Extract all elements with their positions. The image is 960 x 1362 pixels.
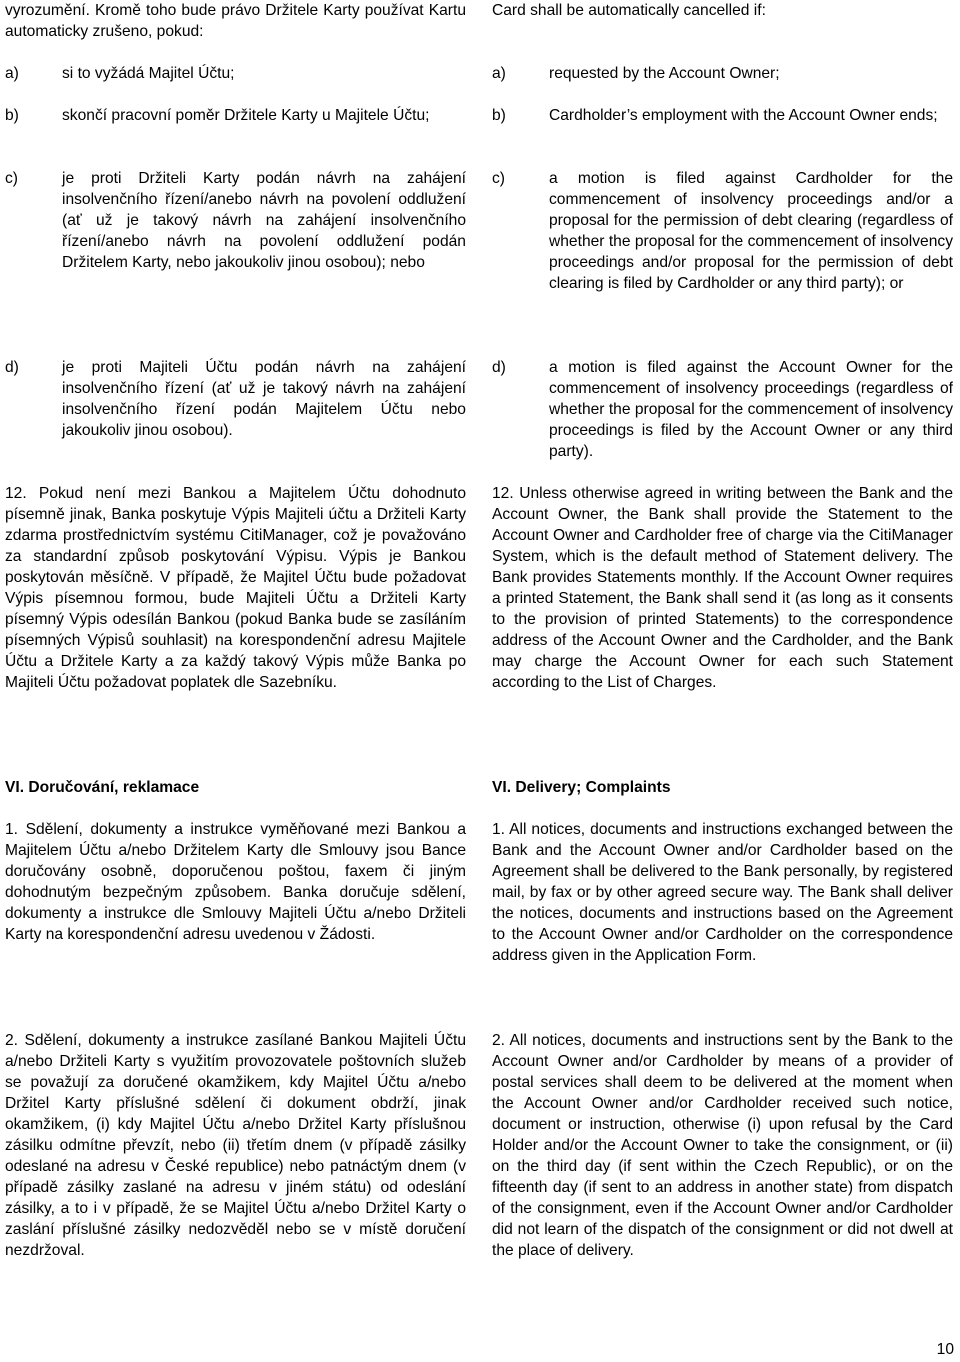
cz-item-b-label: b) [5,107,19,124]
cz-item-d-text: je proti Majiteli Účtu podán návrh na zahájení insolvenčního řízení (ať už je takový návrh na zahájení insolvenčního řízení podán Majitelem Účtu nebo jakoukoliv jinou osobou). [62,359,466,439]
en-item-d-label: d) [492,359,506,376]
en-section-heading: VI. Delivery; Complaints [492,779,671,796]
cz-item-a-text: si to vyžádá Majitel Účtu; [62,65,235,82]
cz-item-b [5,105,466,126]
en-item-c [492,168,953,294]
cz-item-c-text: je proti Držiteli Karty podán návrh na zahájení insolvenčního řízení/anebo návrh na povolení oddlužení (ať už je takový návrh na zahájení insolvenčního řízení/anebo návrh na povolení oddlužení podán Držitelem Karty, nebo jakoukoliv jinou osobou); nebo [62,170,466,271]
en-item-d-text: a motion is filed against the Account Owner for the commencement of insolvency proceedings (regardless of whether the proposal for the commencement of insolvency proceedings is filed by the Account Owner or any third party). [549,359,953,460]
page-number: 10 [936,1341,954,1358]
en-item-d [492,357,953,462]
en-item-b [492,105,953,126]
cz-item-c-label: c) [5,170,18,187]
en-item-b-text: Cardholder’s employment with the Account Owner ends; [549,107,938,124]
cz-item-d [5,357,466,441]
cz-item-d-label: d) [5,359,19,376]
cz-item-c [5,168,466,273]
cz-intro-paragraph: vyrozumění. Kromě toho bude právo Držitele Karty používat Kartu automaticky zrušeno, pokud: [5,2,466,40]
cz-section-heading: VI. Doručování, reklamace [5,779,200,796]
cz-item-a-label: a) [5,65,19,82]
cz-item-a [5,63,466,84]
en-paragraph-12: 12. Unless otherwise agreed in writing between the Bank and the Account Owner, the Bank shall provide the Statement to the Account Owner and Cardholder free of charge via the CitiManager System, which is the default method of Statement delivery. The Bank provides Statements monthly. If the Account Owner requires a printed Statement, the Bank shall send it (as long as it consents to the provision of printed Statements) to the correspondence address of the Account Owner and the Cardholder, and the Bank may charge the Account Owner for each such Statement according to the List of Charges. [492,485,953,691]
en-item-a [492,63,953,84]
en-item-b-label: b) [492,107,506,124]
cz-item-b-text: skončí pracovní poměr Držitele Karty u Majitele Účtu; [62,107,430,124]
en-paragraph-1: 1. All notices, documents and instructions exchanged between the Bank and the Account Owner and/or Cardholder based on the Agreement shall be delivered to the Bank personally, by registered mail, by fax or by other agreed secure way. The Bank shall deliver the notices, documents and instructions based on the Agreement to the Account Owner and/or Cardholder on the correspondence address given in the Application Form. [492,821,953,964]
en-item-a-label: a) [492,65,506,82]
en-item-c-label: c) [492,170,505,187]
en-intro-paragraph: Card shall be automatically cancelled if: [492,2,766,19]
en-item-a-text: requested by the Account Owner; [549,65,780,82]
cz-paragraph-1: 1. Sdělení, dokumenty a instrukce vyměňované mezi Bankou a Majitelem Účtu a/nebo Držitelem Karty dle Smlouvy jsou Bance doručovány osobně, doporučenou poštou, faxem či jiným dohodnutým bezpečným způsobem. Banka doručuje sdělení, dokumenty a instrukce dle Smlouvy Majiteli Účtu a/nebo Držiteli Karty na korespondenční adresu uvedenou v Žádosti. [5,821,466,943]
cz-paragraph-2: 2. Sdělení, dokumenty a instrukce zasílané Bankou Majiteli Účtu a/nebo Držiteli Karty s využitím provozovatele poštovních služeb se považují za doručené okamžikem, kdy Majitel Účtu a/nebo Držitel Karty příslušné sdělení či dokument obdrží, jinak okamžikem, (i) kdy Majitel Účtu a/nebo Držitel Karty příslušnou zásilku odmítne převzít, nebo (ii) třetím dnem (v případě zásilky odeslané na adresu v České republice) nebo patnáctým dnem (v případě zásilky zaslané na adresu v jiném státu) od odeslání zásilky, a to i v případě, že se Majitel Účtu a/nebo Držitel Karty o zaslání příslušné zásilky nedozvěděl nebo se v místě doručení nezdržoval. [5,1032,466,1259]
cz-paragraph-12: 12. Pokud není mezi Bankou a Majitelem Účtu dohodnuto písemně jinak, Banka poskytuje Výpis Majiteli účtu a Držiteli Karty zdarma prostřednictvím systému CitiManager, což je považováno za standardní způsob poskytování Výpisu. Výpis je Bankou poskytován měsíčně. V případě, že Majitel Účtu bude požadovat Výpis písemnou formou, bude Majiteli Účtu a Držiteli Karty písemný Výpis odesílán Bankou (pokud Banka bude se zasíláním písemných Výpisů souhlasit) na korespondenční adresu Majitele Účtu a Držitele Karty a za každý takový Výpis může Banka po Majiteli Účtu požadovat poplatek dle Sazebníku. [5,485,466,691]
en-paragraph-2: 2. All notices, documents and instructions sent by the Bank to the Account Owner and/or Cardholder by means of a provider of postal services shall deem to be delivered at the moment when the Account Owner and/or Cardholder received such notice, document or instruction, otherwise (i) upon refusal by the Card Holder and/or the Account Owner to take the consignment, or (ii) on the third day (if sent within the Czech Republic), or on the fifteenth day (if sent to an address in another state) from dispatch of the consignment, even if the Account Owner and/or Cardholder did not learn of the dispatch of the consignment or did not dwell at the place of delivery. [492,1032,953,1259]
en-item-c-text: a motion is filed against Cardholder for the commencement of insolvency proceedings and/or a proposal for the permission of debt clearing (regardless of whether the proposal for the commencement of insolvency proceedings and/or proposal for the permission of debt clearing is filed by Cardholder or any third party); or [549,170,953,292]
